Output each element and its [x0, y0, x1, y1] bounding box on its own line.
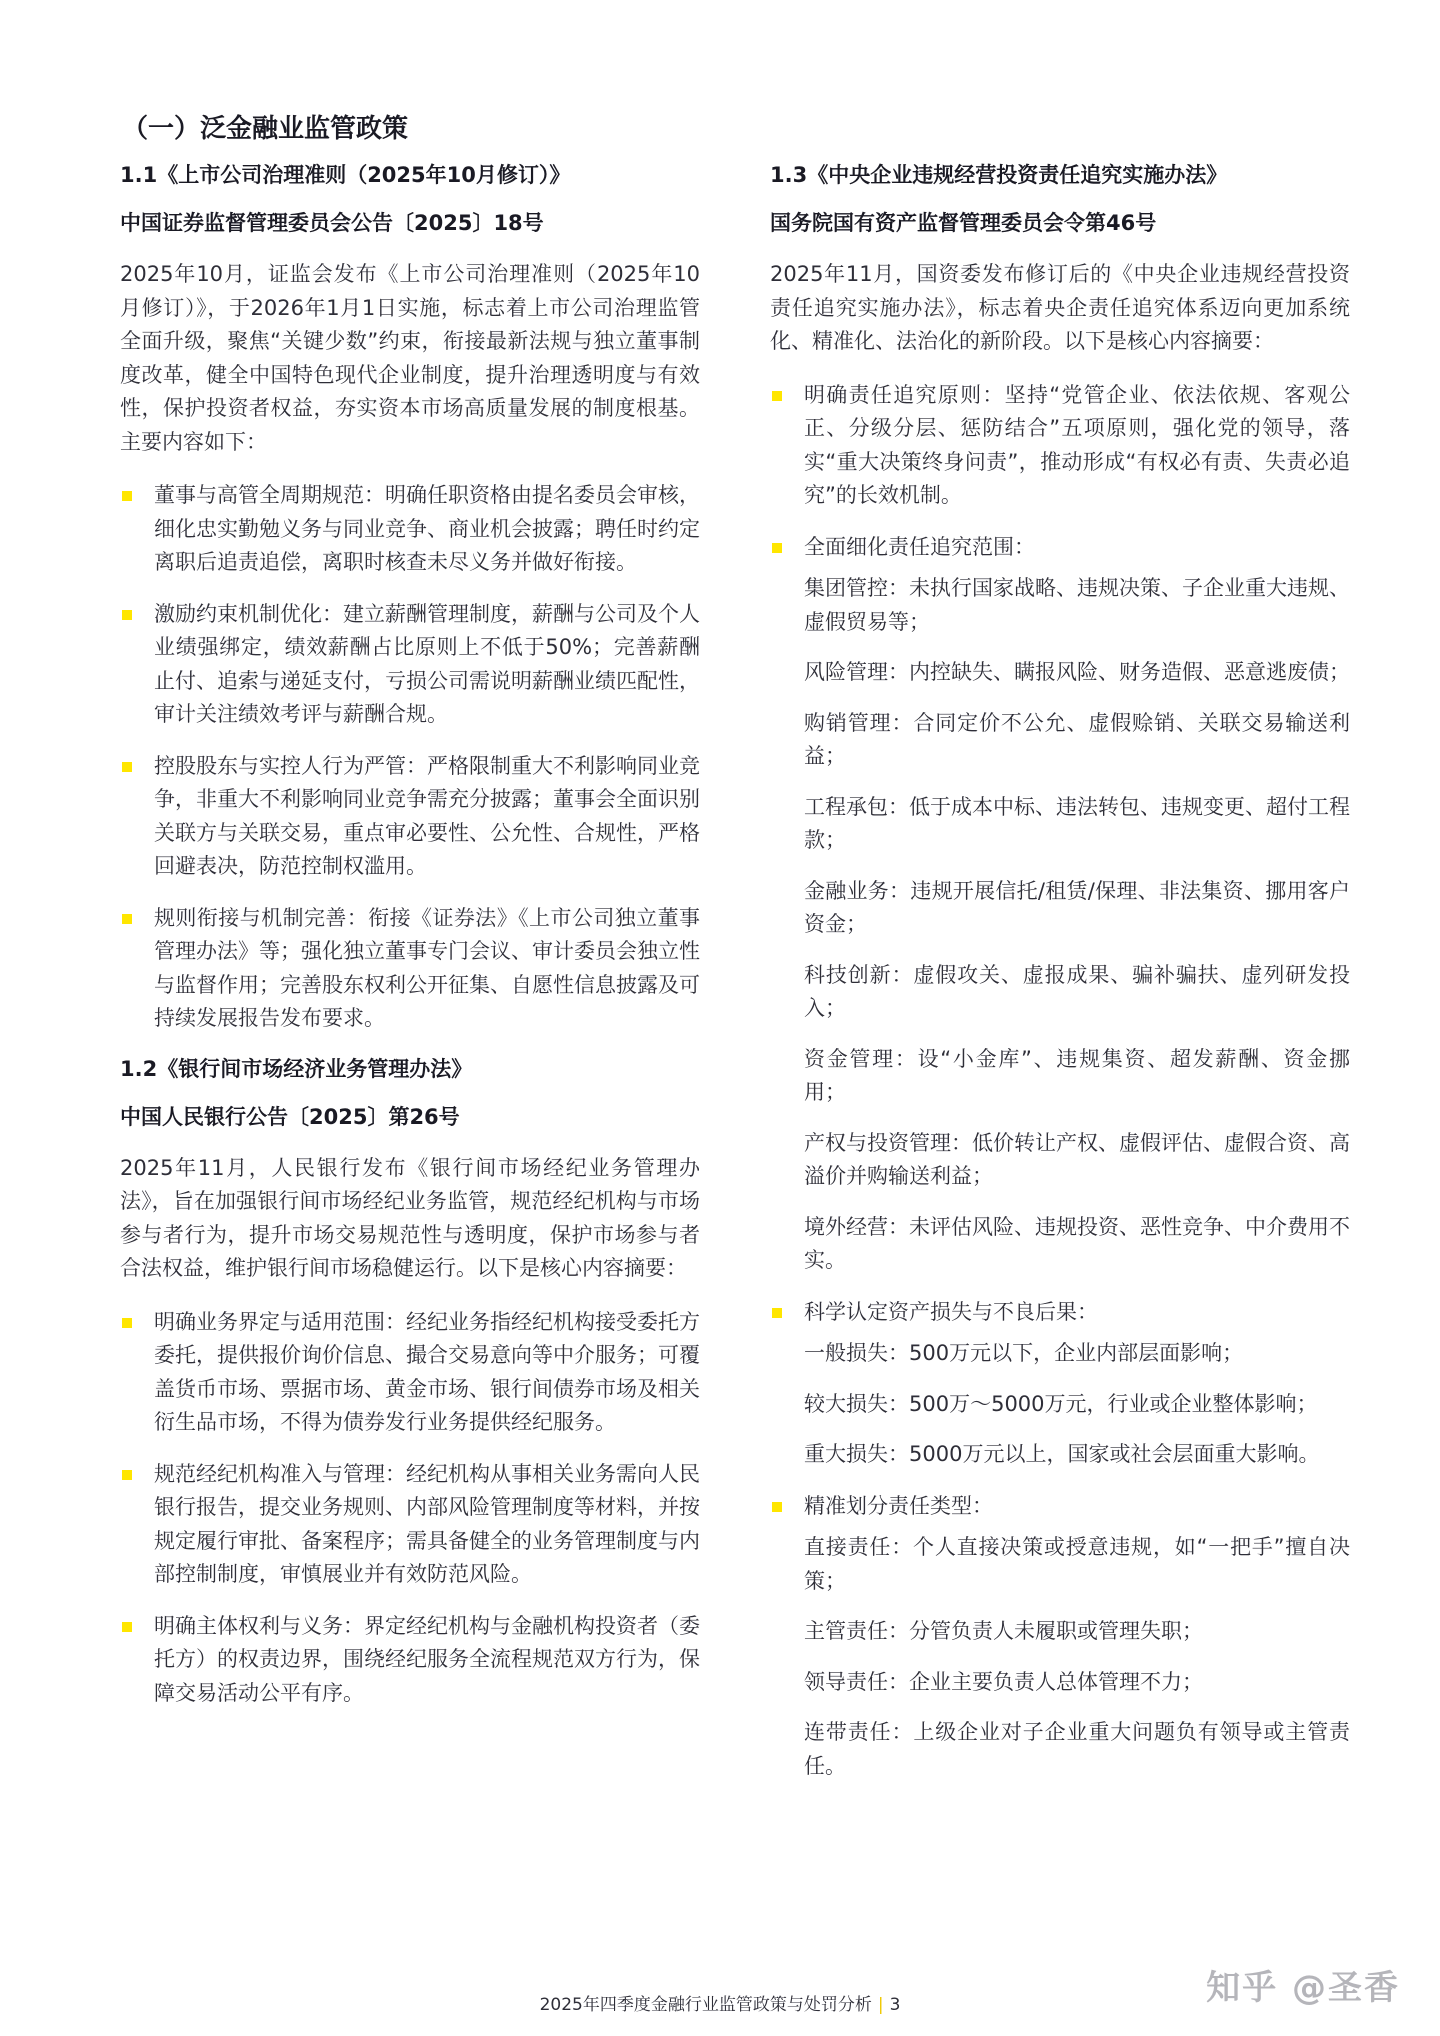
section-1-1-bullet-list: [120, 479, 700, 1036]
section-1-2-heading: 1.2《银行间市场经济业务管理办法》: [120, 1056, 473, 1081]
section-title: （一）泛金融业监管政策: [122, 114, 409, 144]
list-item: 资金管理：设“小金库”、违规集资、超发薪酬、资金挪用；: [804, 1046, 1350, 1104]
list-item: 重大损失：5000万元以上，国家或社会层面重大影响。: [804, 1442, 1320, 1466]
list-item: 科技创新：虚假攻关、虚报成果、骗补骗扶、虚列研发投入；: [804, 962, 1350, 1020]
list-item: 购销管理：合同定价不公允、虚假赊销、关联交易输送利益；: [804, 710, 1350, 768]
bullet-square-icon: [122, 914, 132, 924]
responsibility-scope-list: [804, 572, 1350, 1278]
list-item: 集团管控：未执行国家战略、违规决策、子企业重大违规、虚假贸易等；: [804, 576, 1350, 634]
list-item: 领导责任：企业主要负责人总体管理不力；: [804, 1669, 1203, 1694]
bullet-square-icon: [122, 762, 132, 772]
loss-level-list: [804, 1337, 1350, 1472]
section-1-3-intro: 2025年11月，国资委发布修订后的《中央企业违规经营投资责任追究实施办法》，标志着央企责任追究体系迈向更加系统化、精准化、法治化的新阶段。以下是核心内容摘要：: [770, 262, 1350, 353]
section-1-1-notice: 中国证券监督管理委员会公告〔2025〕18号: [120, 211, 544, 235]
list-item: 产权与投资管理：低价转让产权、虚假评估、虚假合资、高溢价并购输送利益；: [804, 1130, 1350, 1188]
bullet-square-icon: [122, 610, 132, 620]
bullet-item: 激励约束机制优化：建立薪酬管理制度，薪酬与公司及个人业绩强绑定，绩效薪酬占比原则上不低于50%；完善薪酬止付、追索与递延支付，亏损公司需说明薪酬业绩匹配性，审计关注绩效考评与薪酬合规。: [120, 598, 700, 732]
bullet-square-icon: [772, 543, 782, 553]
list-item: 直接责任：个人直接决策或授意违规，如“一把手”擅自决策；: [804, 1535, 1350, 1593]
list-item: 较大损失：500万～5000万元，行业或企业整体影响；: [804, 1391, 1318, 1416]
bullet-item: 规范经纪机构准入与管理：经纪机构从事相关业务需向人民银行报告，提交业务规则、内部风险管理制度等材料，并按规定履行审批、备案程序；需具备健全的业务管理制度与内部控制制度，审慎展业并有效防范风险。: [120, 1458, 700, 1592]
footer-divider: |: [877, 1995, 884, 2015]
section-1-2-notice: 中国人民银行公告〔2025〕第26号: [120, 1104, 460, 1129]
right-column: [770, 160, 1350, 1801]
list-item: 境外经营：未评估风险、违规投资、恶性竞争、中介费用不实。: [804, 1214, 1350, 1272]
responsibility-type-list: [804, 1531, 1350, 1783]
section-1-1-intro: 2025年10月，证监会发布《上市公司治理准则（2025年10月修订）》，于2026年1月1日实施，标志着上市公司治理监管全面升级，聚焦“关键少数”约束，衔接最新法规与独立董事制度改革，健全中国特色现代企业制度，提升治理透明度与有效性，保护投资者权益，夯实资本市场高质量发展的制度根基。主要内容如下：: [120, 262, 700, 454]
list-item: 连带责任：上级企业对子企业重大问题负有领导或主管责任。: [804, 1720, 1350, 1778]
list-item: 风险管理：内控缺失、瞒报风险、财务造假、恶意逃废债；: [804, 660, 1350, 684]
section-1-3-bullet-list: [770, 379, 1350, 1784]
bullet-item: 明确主体权利与义务：界定经纪机构与金融机构投资者（委托方）的权责边界，围绕经纪服务全流程规范双方行为，保障交易活动公平有序。: [120, 1610, 700, 1711]
bullet-square-icon: [122, 1470, 132, 1480]
left-column: [120, 160, 700, 1728]
bullet-item: 控股股东与实控人行为严管：严格限制重大不利影响同业竞争，非重大不利影响同业竞争需充分披露；董事会全面识别关联方与关联交易，重点审必要性、公允性、合规性，严格回避表决，防范控制权滥用。: [120, 750, 700, 884]
bullet-item: 规则衔接与机制完善：衔接《证券法》《上市公司独立董事管理办法》等；强化独立董事专门会议、审计委员会独立性与监督作用；完善股东权利公开征集、自愿性信息披露及可持续发展报告发布要求。: [120, 902, 700, 1036]
bullet-square-icon: [122, 491, 132, 501]
bullet-square-icon: [122, 1622, 132, 1632]
watermark: 知乎 @圣香: [1206, 1968, 1400, 2008]
page-number: 3: [889, 1995, 901, 2015]
bullet-item: 精准划分责任类型： 直接责任：个人直接决策或授意违规，如“一把手”擅自决策； 主管责任：分管负责人未履职或管理失职； 领导责任：企业主要负责人总体管理不力； 连带责任：上级企业对子企业重大问题负有领导或主管责任。: [770, 1490, 1350, 1784]
bullet-item: 全面细化责任追究范围： 集团管控：未执行国家战略、违规决策、子企业重大违规、虚假贸易等； 风险管理：内控缺失、瞒报风险、财务造假、恶意逃废债； 购销管理：合同定价不公允、虚假赊销、关联交易输送利益； 工程承包：低于成本中标、违法转包、违规变更、超付工程款； 金融业务：违规开展信托/租赁/保理、非法集资、挪用客户资金； 科技创新：虚假攻关、虚报成果、骗补骗扶、虚列研发投入； 资金管理：设“小金库”、违规集资、超发薪酬、资金挪用； 产权与投资管理：低价转让产权、虚假评估、虚假合资、高溢价并购输送利益； 境外经营：未评估风险、违规投资、恶性竞争、中介费用不实。: [770, 531, 1350, 1278]
list-item: 金融业务：违规开展信托/租赁/保理、非法集资、挪用客户资金；: [804, 878, 1350, 936]
bullet-square-icon: [122, 1318, 132, 1328]
section-1-1-heading: 1.1《上市公司治理准则（2025年10月修订）》: [120, 163, 571, 187]
bullet-item: 明确责任追究原则：坚持“党管企业、依法依规、客观公正、分级分层、惩防结合”五项原则，强化党的领导，落实“重大决策终身问责”，推动形成“有权必有责、失责必追究”的长效机制。: [770, 379, 1350, 513]
bullet-item: 科学认定资产损失与不良后果： 一般损失：500万元以下，企业内部层面影响； 较大损失：500万～5000万元，行业或企业整体影响； 重大损失：5000万元以上，国家或社会层面重大影响。: [770, 1296, 1350, 1472]
bullet-square-icon: [772, 1502, 782, 1512]
list-item: 主管责任：分管负责人未履职或管理失职；: [804, 1619, 1203, 1643]
bullet-item: 明确业务界定与适用范围：经纪业务指经纪机构接受委托方委托，提供报价询价信息、撮合交易意向等中介服务；可覆盖货币市场、票据市场、黄金市场、银行间债券市场及相关衍生品市场，不得为债券发行业务提供经纪服务。: [120, 1306, 700, 1440]
bullet-square-icon: [772, 391, 782, 401]
section-1-2-intro: 2025年11月，人民银行发布《银行间市场经纪业务管理办法》，旨在加强银行间市场经纪业务监管，规范经纪机构与市场参与者行为，提升市场交易规范性与透明度，保护市场参与者合法权益，维护银行间市场稳健运行。以下是核心内容摘要：: [120, 1155, 700, 1280]
bullet-square-icon: [772, 1308, 782, 1318]
list-item: 一般损失：500万元以下，企业内部层面影响；: [804, 1341, 1244, 1365]
bullet-item: 董事与高管全周期规范：明确任职资格由提名委员会审核，细化忠实勤勉义务与同业竞争、商业机会披露；聘任时约定离职后追责追偿，离职时核查未尽义务并做好衔接。: [120, 479, 700, 580]
section-1-3-notice: 国务院国有资产监督管理委员会令第46号: [770, 211, 1157, 235]
list-item: 工程承包：低于成本中标、违法转包、违规变更、超付工程款；: [804, 794, 1350, 852]
section-1-2-bullet-list: [120, 1306, 700, 1711]
footer-title: 2025年四季度金融行业监管政策与处罚分析: [539, 1995, 872, 2015]
section-1-3-heading: 1.3《中央企业违规经营投资责任追究实施办法》: [770, 163, 1228, 187]
